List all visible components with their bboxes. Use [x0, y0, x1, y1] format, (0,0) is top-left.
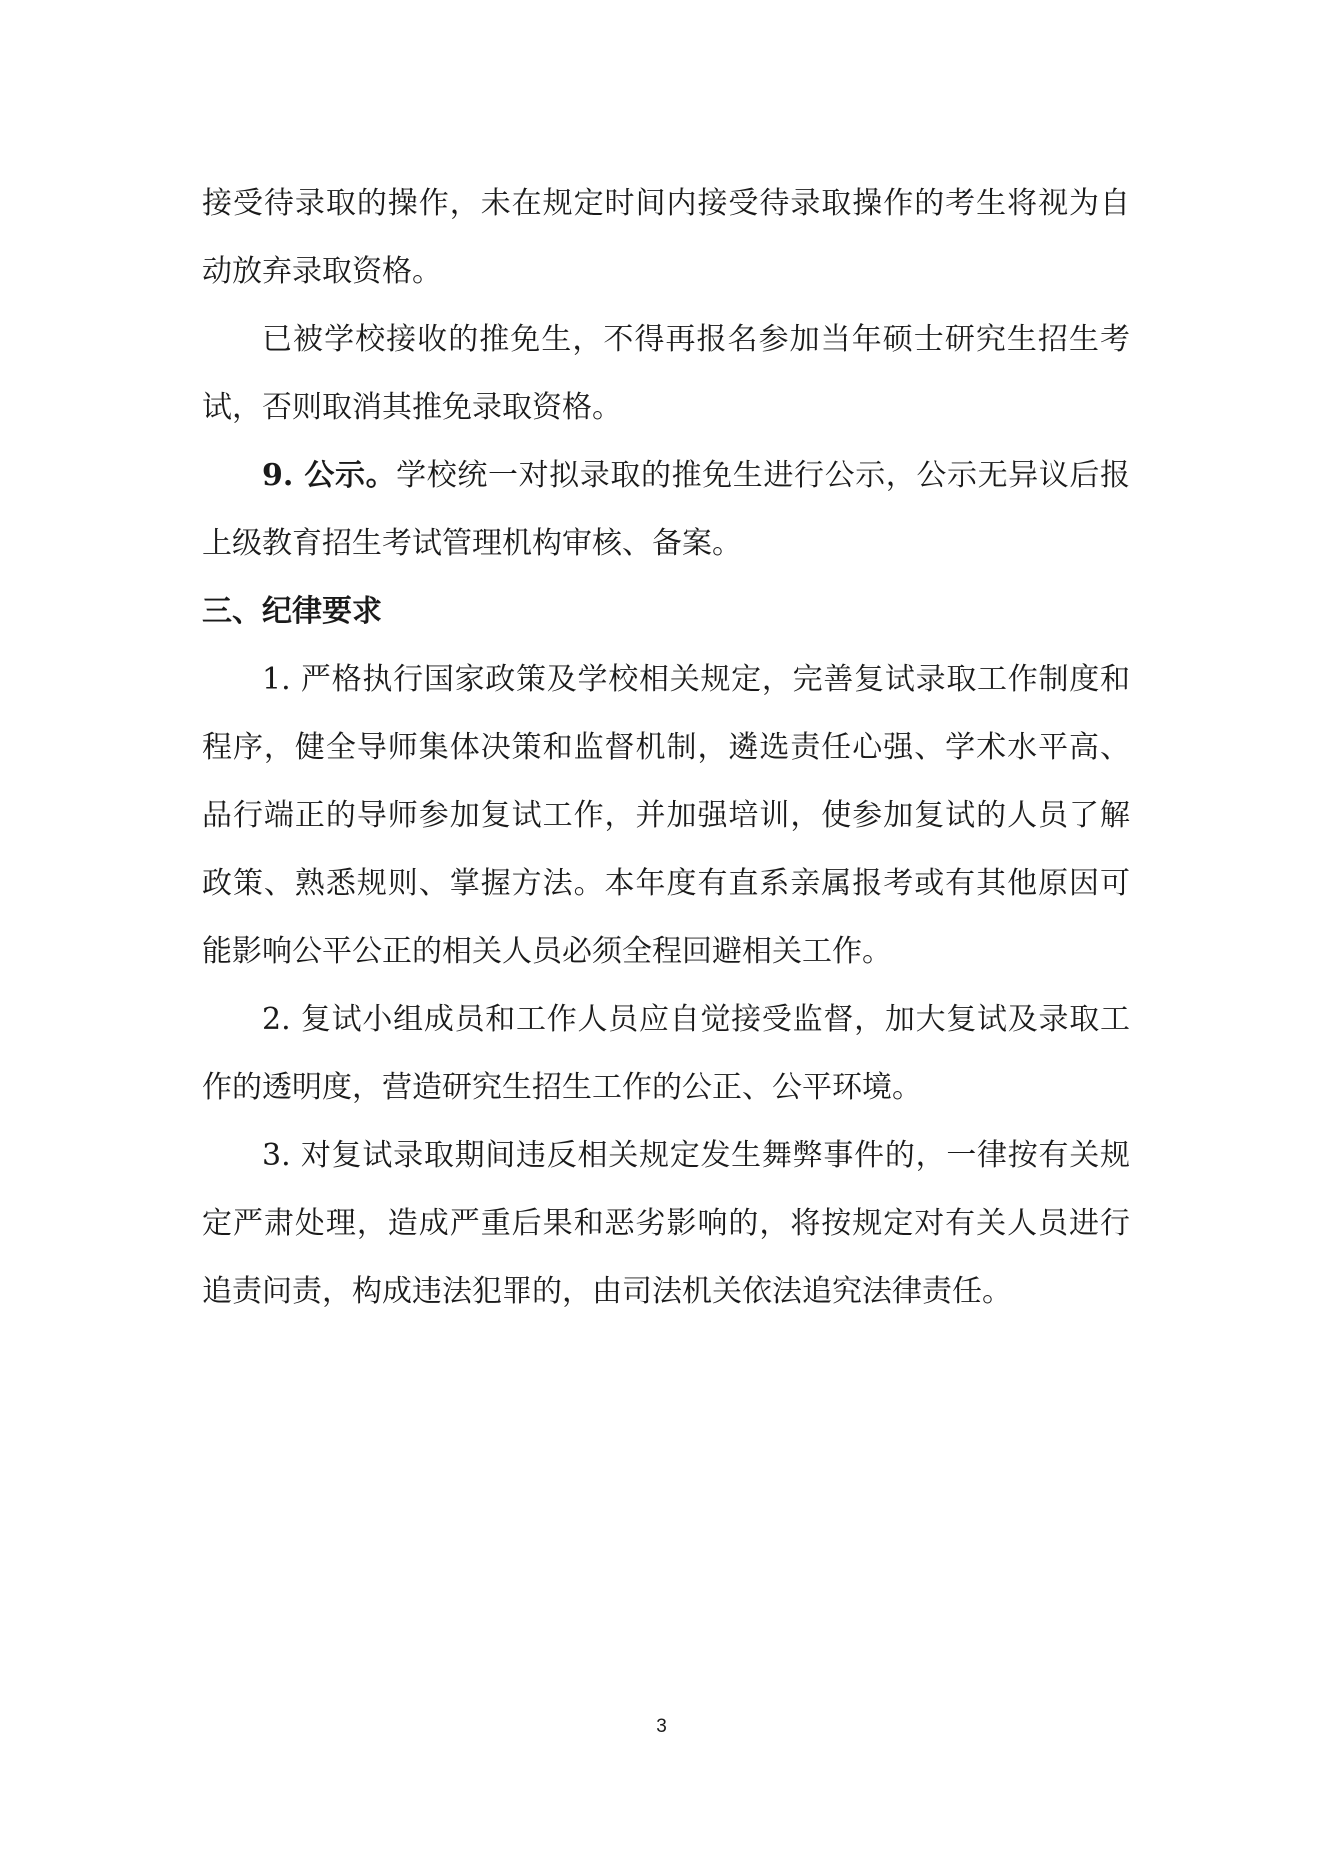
text-line: 接受待录取的操作，未在规定时间内接受待录取操作的考生将视为自	[202, 186, 1130, 221]
text-line: 追责问责，构成违法犯罪的，由司法机关依法追究法律责任。	[202, 1274, 1012, 1309]
text-line: 动放弃录取资格。	[202, 254, 442, 289]
text-line: 1. 严格执行国家政策及学校相关规定，完善复试录取工作制度和	[262, 662, 1130, 697]
text-line: 定严肃处理，造成严重后果和恶劣影响的，将按规定对有关人员进行	[202, 1206, 1130, 1241]
text-line: 2. 复试小组成员和工作人员应自觉接受监督，加大复试及录取工	[262, 1002, 1130, 1037]
text-line: 已被学校接收的推免生，不得再报名参加当年硕士研究生招生考	[262, 322, 1130, 357]
page-number: 3	[656, 1716, 667, 1737]
text-line: 上级教育招生考试管理机构审核、备案。	[202, 526, 742, 561]
text-line: 品行端正的导师参加复试工作，并加强培训，使参加复试的人员了解	[202, 798, 1130, 833]
text-line: 程序，健全导师集体决策和监督机制，遴选责任心强、学术水平高、	[202, 730, 1130, 765]
text-line: 能影响公平公正的相关人员必须全程回避相关工作。	[202, 934, 892, 969]
text-line: 试，否则取消其推免录取资格。	[202, 390, 622, 425]
text-line	[202, 442, 1130, 510]
text-line: 作的透明度，营造研究生招生工作的公正、公平环境。	[202, 1070, 922, 1105]
text-span: 学校统一对拟录取的推免生进行公示，公示无异议后报	[396, 458, 1131, 493]
section-heading: 三、纪律要求	[202, 594, 382, 629]
text-line: 3. 对复试录取期间违反相关规定发生舞弊事件的，一律按有关规	[262, 1138, 1130, 1173]
text-line: 政策、熟悉规则、掌握方法。本年度有直系亲属报考或有其他原因可	[202, 866, 1130, 901]
item-lead: 9. 公示。	[262, 458, 397, 493]
document-body	[202, 170, 1130, 1326]
